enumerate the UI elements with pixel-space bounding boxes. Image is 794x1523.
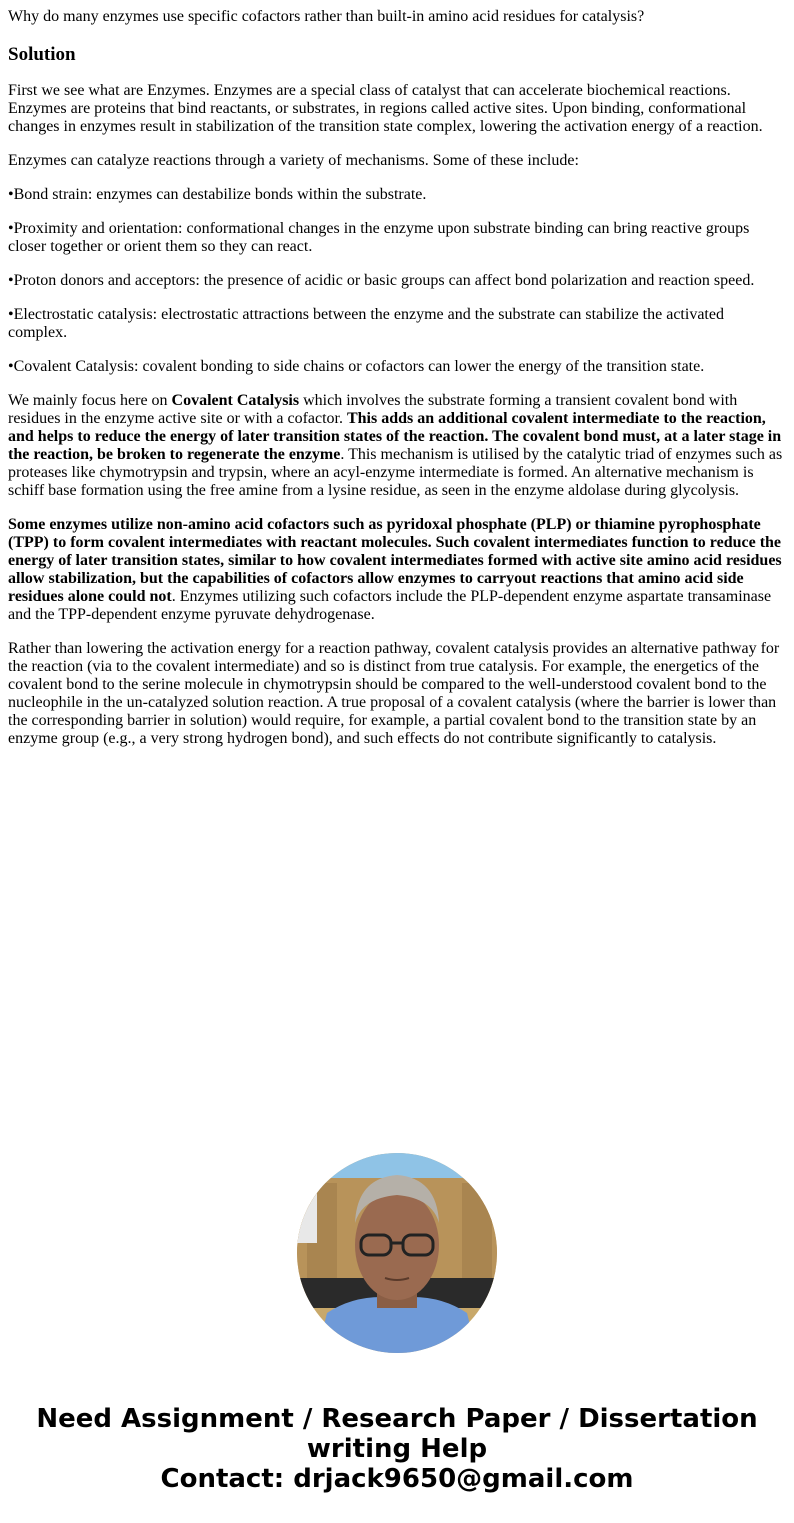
- promo-banner: [0, 1404, 794, 1494]
- text-span: which involves the substrate forming a transient covalent bond with residues in the enzyme active site or with a cofactor.: [8, 392, 738, 427]
- text-span: . This mechanism is utilised by the catalytic triad of enzymes such as proteases like chymotrypsin and trypsin, where an acyl-enzyme intermediate is formed. An alternative mechanism is schiff base formation using the free amine from a lysine residue, as seen in the enzyme aldolase during glycolysis.: [8, 446, 783, 499]
- intro-paragraph: First we see what are Enzymes. Enzymes are a special class of catalyst that can accelerate biochemical reactions. Enzymes are proteins that bind reactants, or substrates, in regions called active sites. Upon binding, conformational changes in enzymes result in stabilization of the transition state complex, lowering the activation energy of a reaction.: [8, 82, 763, 135]
- avatar-portrait-icon: [297, 1153, 497, 1353]
- promo-line-2: writing Help: [306, 1434, 488, 1464]
- bullet-electrostatic: •Electrostatic catalysis: electrostatic attractions between the enzyme and the substrate can stabilize the activated complex.: [8, 306, 724, 341]
- bold-term: Covalent Catalysis: [171, 392, 300, 409]
- conclusion-paragraph: Rather than lowering the activation energy for a reaction pathway, covalent catalysis provides an alternative pathway for the reaction (via to the covalent intermediate) and so is distinct from true catalysis. For example, the energetics of the covalent bond to the serine molecule in chymotrypsin should be compared to the well-understood covalent bond to the nucleophile in the un-catalyzed solution reaction. A true proposal of a covalent catalysis (where the barrier is lower than the corresponding barrier in solution) would require, for example, a partial covalent bond to the transition state by an enzyme group (e.g., a very strong hydrogen bond), and such effects do not contribute significantly to catalysis.: [8, 640, 780, 747]
- bullet-proton-donors: •Proton donors and acceptors: the presence of acidic or basic groups can affect bond polarization and reaction speed.: [8, 272, 755, 289]
- question-text: Why do many enzymes use specific cofactors rather than built-in amino acid residues for catalysis?: [8, 8, 645, 25]
- promo-contact: Contact: drjack9650@gmail.com: [160, 1464, 634, 1494]
- promo-line-1: Need Assignment / Research Paper / Dissertation: [36, 1404, 758, 1434]
- bullet-proximity-orientation: •Proximity and orientation: conformational changes in the enzyme upon substrate binding can bring reactive groups closer together or orient them so they can react.: [8, 220, 750, 255]
- text-span: We mainly focus here on: [8, 392, 172, 409]
- covalent-catalysis-paragraph: [8, 392, 786, 500]
- cofactors-paragraph: [8, 516, 786, 624]
- bullet-covalent: •Covalent Catalysis: covalent bonding to side chains or cofactors can lower the energy of the transition state.: [8, 358, 705, 375]
- bold-emphasis: This adds an additional covalent intermediate to the reaction, and helps to reduce the energy of later transition states of the reaction. The covalent bond must, at a later stage in the reaction, be broken to regenerate the enzyme: [8, 410, 782, 463]
- text-span: . Enzymes utilizing such cofactors include the PLP-dependent enzyme aspartate transaminase and the TPP-dependent enzyme pyruvate dehydrogenase.: [8, 588, 772, 623]
- solution-heading: Solution: [8, 44, 76, 65]
- bullet-bond-strain: •Bond strain: enzymes can destabilize bonds within the substrate.: [8, 186, 427, 203]
- bold-emphasis: Some enzymes utilize non-amino acid cofactors such as pyridoxal phosphate (PLP) or thiamine pyrophosphate (TPP) to form covalent intermediates with reactant molecules. Such covalent intermediates function to reduce the energy of later transition states, similar to how covalent intermediates formed with active site amino acid residues allow stabilization, but the capabilities of cofactors allow enzymes to carryout reactions that amino acid side residues alone could not: [8, 516, 782, 605]
- document-body: [8, 8, 786, 764]
- mechanisms-intro-paragraph: Enzymes can catalyze reactions through a variety of mechanisms. Some of these include:: [8, 152, 579, 169]
- avatar: [297, 1153, 497, 1353]
